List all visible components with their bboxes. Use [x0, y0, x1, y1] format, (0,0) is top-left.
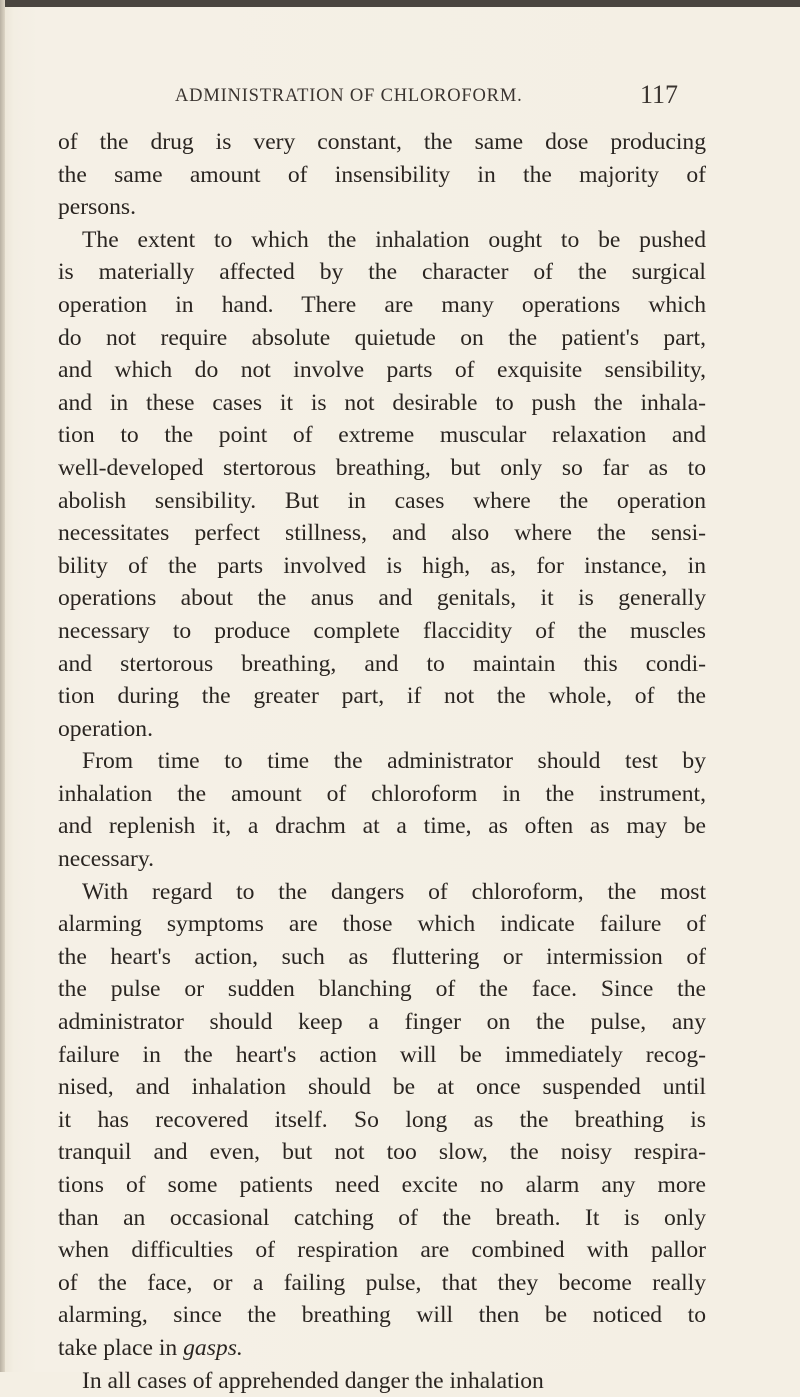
text-line-content: The extent to which the inhalation ought to be pushed [82, 226, 706, 253]
text-line [58, 1234, 706, 1267]
text-line-content: necessary. [58, 846, 155, 873]
running-title: ADMINISTRATION OF CHLOROFORM. [175, 86, 523, 106]
text-line-content: the same amount of insensibility in the majority of [58, 161, 706, 188]
text-line-content: abolish sensibility. But in cases where the operation [58, 487, 706, 514]
text-line-content: persons. [58, 194, 136, 221]
text-line [58, 941, 706, 974]
text-line [58, 745, 706, 778]
text-line [58, 713, 706, 746]
text-line-content: it has recovered itself. So long as the breathing is [58, 1106, 706, 1133]
text-line-content: In all cases of apprehended danger the inhalation [82, 1367, 544, 1394]
text-line [58, 387, 706, 420]
text-line-content: the pulse or sudden blanching of the face. Since the [58, 976, 706, 1003]
text-line-content: do not require absolute quietude on the patient's part, [58, 324, 706, 351]
page-number: 117 [640, 80, 679, 109]
text-line [58, 1365, 706, 1397]
text-line [58, 648, 706, 681]
text-line [58, 1006, 706, 1039]
text-line [58, 1202, 706, 1235]
text-line-content: With regard to the dangers of chloroform, the most [82, 878, 706, 905]
text-line-content: take place in [58, 1334, 184, 1361]
text-line [58, 973, 706, 1006]
text-line-content: well-developed stertorous breathing, but only so far as to [58, 454, 706, 481]
text-line [58, 354, 706, 387]
text-line-content: operation in hand. There are many operations which [58, 291, 706, 318]
text-line-content: necessary to produce complete flaccidity of the muscles [58, 617, 706, 644]
text-line-content: From time to time the administrator should test by [82, 748, 706, 775]
text-line-content: the heart's action, such as fluttering or intermission of [58, 943, 706, 970]
text-line [58, 289, 706, 322]
text-line [58, 550, 706, 583]
text-line-content: of the drug is very constant, the same dose producing [58, 129, 706, 155]
text-line [58, 843, 706, 876]
text-line [58, 810, 706, 843]
text-line [58, 1299, 706, 1332]
text-line [58, 1169, 706, 1202]
page-top-edge [0, 0, 800, 7]
text-line-content: alarming symptoms are those which indicate failure of [58, 911, 706, 938]
text-line-content: and in these cases it is not desirable to push the inhala- [58, 389, 706, 416]
italic-word: gasps. [183, 1334, 243, 1361]
text-line [58, 191, 706, 224]
text-line-content: inhalation the amount of chloroform in the instrument, [58, 780, 706, 807]
text-line [58, 876, 706, 909]
text-line-content: tion during the greater part, if not the whole, of the [58, 683, 706, 710]
text-line-content: nised, and inhalation should be at once suspended until [58, 1074, 706, 1101]
text-line [58, 159, 706, 192]
text-line [58, 615, 706, 648]
text-line [58, 419, 706, 452]
text-line [58, 1332, 706, 1365]
text-line [58, 517, 706, 550]
text-line [58, 680, 706, 713]
text-line [58, 1039, 706, 1072]
text-line-content: necessitates perfect stillness, and also where the sensi- [58, 520, 706, 547]
text-line-content: of the face, or a failing pulse, that they become really [58, 1269, 706, 1296]
text-line-content: and replenish it, a drachm at a time, as often as may be [58, 813, 706, 840]
text-line [58, 908, 706, 941]
text-line-content: when difficulties of respiration are combined with pallor [58, 1237, 706, 1264]
text-line [58, 778, 706, 811]
text-line [58, 1104, 706, 1137]
text-line-content: tions of some patients need excite no alarm any more [58, 1172, 706, 1198]
binding-gutter [0, 0, 5, 1372]
text-line [58, 224, 706, 257]
text-line-content: administrator should keep a finger on the pulse, any [58, 1009, 706, 1036]
text-line [58, 1267, 706, 1300]
text-line-content: failure in the heart's action will be immediately recog- [58, 1041, 706, 1068]
text-line [58, 126, 706, 159]
text-line [58, 1136, 706, 1169]
text-line-content: tranquil and even, but not too slow, the noisy respira- [58, 1139, 706, 1166]
text-line [58, 256, 706, 289]
text-line-content: operation. [58, 715, 153, 742]
text-line-content: is materially affected by the character of the surgical [58, 259, 706, 286]
body-text [58, 126, 706, 1397]
text-line-content: bility of the parts involved is high, as, for instance, in [58, 552, 706, 579]
text-line [58, 485, 706, 518]
text-line [58, 322, 706, 355]
text-line-content: alarming, since the breathing will then be noticed to [58, 1302, 706, 1329]
running-head [0, 80, 800, 116]
text-line [58, 582, 706, 615]
text-line-content: and stertorous breathing, and to maintain this condi- [58, 650, 706, 677]
text-line-content: than an occasional catching of the breath. It is only [58, 1204, 706, 1231]
text-line-content: and which do not involve parts of exquisite sensibility, [58, 357, 706, 384]
text-line-content: tion to the point of extreme muscular relaxation and [58, 422, 706, 449]
text-line-content: operations about the anus and genitals, it is generally [58, 585, 706, 612]
text-line [58, 1071, 706, 1104]
text-line [58, 452, 706, 485]
